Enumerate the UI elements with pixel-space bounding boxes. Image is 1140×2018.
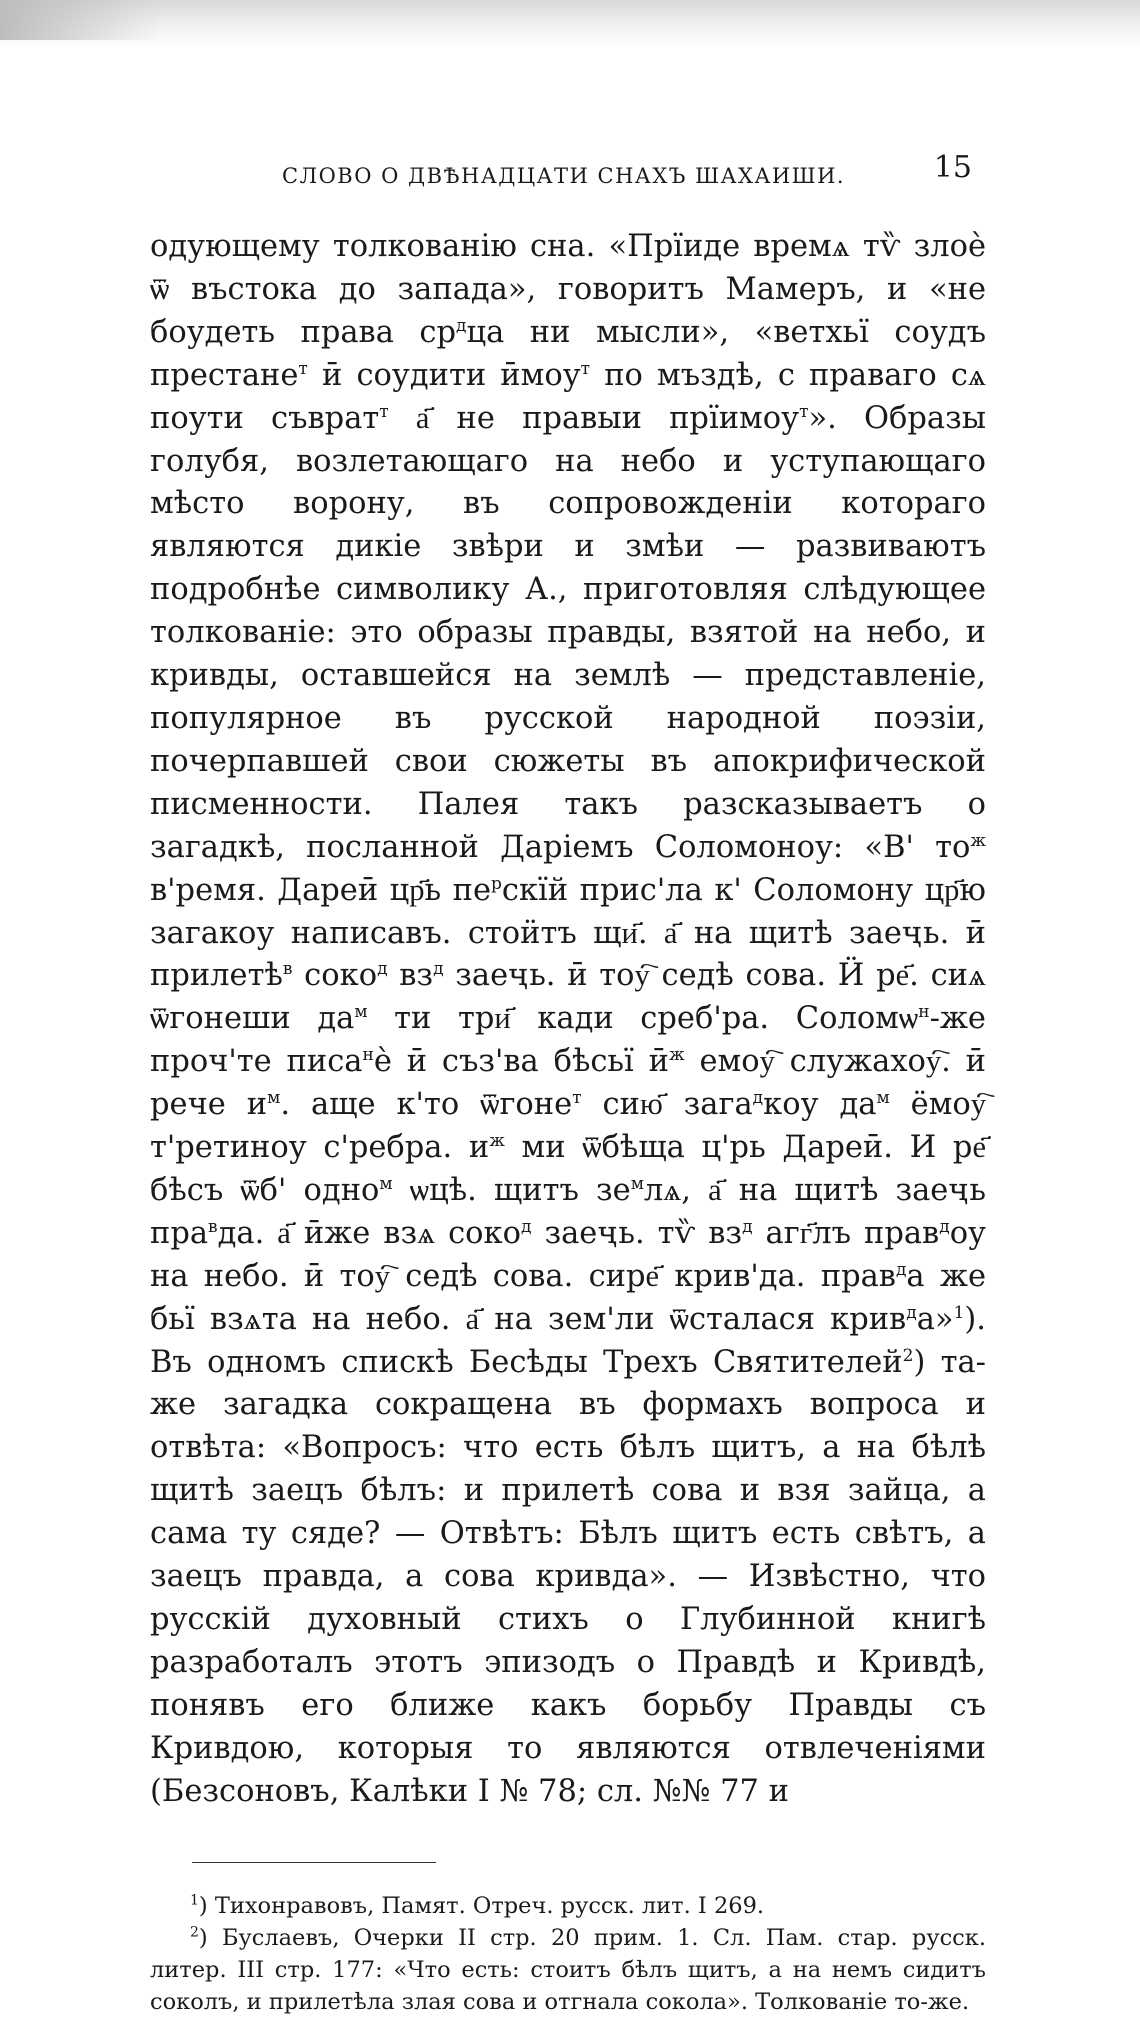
text-segment: сию҃ зага bbox=[581, 1087, 753, 1123]
superscript-letter: д bbox=[433, 959, 444, 980]
footnote-text: ) Буслаевъ, Очерки II стр. 20 прим. 1. Сл. Пам. стар. русск. литер. III стр. 177: «Что есть: стоитъ бѣлъ щитъ, а на немъ сидитъ соколъ, и прилетѣла злая сова и отгнала сокола». Толкованіе то-же. bbox=[150, 1924, 986, 2015]
footnote-ref-1[interactable]: 1 bbox=[953, 1302, 965, 1323]
text-segment: ». Образы голубя, возлетающаго на небо и уступающаго мѣсто ворону, въ сопровожденіи котораго являются дикіе звѣри и змѣи — развиваютъ подробнѣе символику А., приготовляя слѣдующее толкованіе: это образы правды, взятой на небо, и кривды, оставшейся на землѣ — представленіе, популярное въ русской народной поэзіи, почерпавшей свои сюжеты въ апокрифической писменности. Палея такъ разсказываетъ о загадкѣ, посланной Даріемъ Соломоноу: «В' то bbox=[150, 400, 986, 865]
superscript-letter: д bbox=[939, 1216, 950, 1237]
footnote-divider bbox=[192, 1862, 436, 1863]
text-segment: ёмоу҇ т'ретиноу с'ребра. и bbox=[150, 1087, 987, 1166]
superscript-letter: в bbox=[282, 959, 293, 980]
text-segment: по мъздѣ, с праваго сѧ поути съврат bbox=[150, 357, 986, 436]
scan-top-shadow bbox=[0, 0, 1140, 48]
text-segment: а҃ не правыи прїимоу bbox=[388, 400, 800, 436]
superscript-letter: т bbox=[379, 401, 389, 422]
footnote-text: ) Тихонравовъ, Памят. Отреч. русск. лит. I 269. bbox=[198, 1892, 765, 1919]
text-segment: агг҃лъ прав bbox=[752, 1215, 940, 1251]
text-segment: емоу҇ служахоу҇. ӣ рече и bbox=[150, 1044, 987, 1123]
superscript-letter: ж bbox=[970, 830, 986, 851]
text-segment: ӣ соудити ӣмоу bbox=[307, 357, 581, 393]
superscript-letter: д bbox=[742, 1216, 753, 1237]
text-segment: , говоритъ Мамеръ, и «не боудеть права ср bbox=[150, 271, 986, 350]
text-segment: . аще к'то ѿгоне bbox=[280, 1087, 573, 1123]
footnotes bbox=[142, 1890, 994, 2018]
text-segment: -же проч'те писа bbox=[150, 1001, 986, 1080]
text-segment: заеҷь. тѷ вз bbox=[531, 1215, 743, 1251]
text-segment: а же бьї взѧта на небо. а҃ на зем'ли ѿсталася крив bbox=[150, 1258, 986, 1337]
text-segment: да. а҃ ӣже взѧ соко bbox=[217, 1215, 521, 1251]
superscript-letter: н bbox=[918, 1002, 930, 1023]
running-title: СЛОВО О ДВѢНАДЦАТИ СНАХЪ ШАХАИШИ. bbox=[282, 164, 846, 188]
text-segment: а» bbox=[916, 1301, 954, 1337]
superscript-letter: д bbox=[456, 315, 467, 336]
main-text bbox=[142, 226, 994, 1814]
superscript-letter: в bbox=[208, 1216, 218, 1237]
superscript-letter: м bbox=[630, 1173, 644, 1194]
superscript-letter: д bbox=[520, 1216, 532, 1237]
superscript-letter: д bbox=[895, 1259, 907, 1280]
superscript-letter: т bbox=[572, 1087, 582, 1108]
superscript-letter: т bbox=[298, 358, 308, 379]
superscript-letter: ж bbox=[489, 1130, 505, 1151]
footnote-1 bbox=[150, 1890, 986, 1922]
superscript-letter: м bbox=[876, 1087, 890, 1108]
book-page bbox=[142, 140, 994, 2018]
superscript-letter: т bbox=[580, 358, 591, 379]
superscript-letter: р bbox=[491, 873, 502, 894]
superscript-letter: д bbox=[377, 959, 388, 980]
text-segment: скїй прис'ла к' Соломону цр҃ю загакоу написавъ. стоӥтъ щи҃. а҃ на щитѣ заеҷь. ӣ прилетѣ bbox=[150, 872, 986, 994]
text-segment: ти три҃ кади среб'ра. Соломѡ bbox=[367, 1001, 919, 1037]
page-number: 15 bbox=[933, 150, 972, 185]
text-segment: ца ни мысли», «ветхьї соудъ престане bbox=[150, 314, 986, 393]
text-segment: ѡцѣ. щитъ зе bbox=[392, 1172, 631, 1208]
text-segment: заеҷь. ӣ тоу҇ седѣ сова. Ӥ ре҃. сиѧ ѿгонеши да bbox=[150, 958, 986, 1037]
paragraph bbox=[150, 226, 986, 1814]
text-segment: коу да bbox=[763, 1087, 877, 1123]
superscript-letter: т bbox=[799, 401, 809, 422]
superscript-letter: д bbox=[906, 1302, 917, 1323]
superscript-letter: м bbox=[379, 1173, 393, 1194]
footnote-number: 1 bbox=[190, 1892, 199, 1909]
text-segment: в'ремя. Дареӣ цр҃ь пе bbox=[150, 872, 492, 908]
footnote-2 bbox=[150, 1922, 986, 2018]
text-segment: лѧ, а҃ на щитѣ заеҷь пра bbox=[150, 1172, 987, 1251]
superscript-letter: н bbox=[362, 1045, 374, 1066]
superscript-letter: м bbox=[267, 1087, 281, 1108]
text-segment: ) та-же загадка сокращена въ формахъ вопроса и отвѣта: «Вопросъ: что есть бѣлъ щитъ, а на бѣлѣ щитѣ заецъ бѣлъ: и прилетѣ сова и взя зайца, а сама ту сяде? — Отвѣтъ: Бѣлъ щитъ есть свѣтъ, а заецъ правда, а сова кривда». — Извѣстно, что русскій духовный стихъ о Глубинной книгѣ разработалъ этотъ эпизодъ о Правдѣ и Кривдѣ, понявъ его ближе какъ борьбу Правды съ Кривдою, которыя то являются отвлеченіями (Безсоновъ, Калѣки I № 78; сл. №№ 77 и bbox=[150, 1344, 986, 1809]
superscript-letter: д bbox=[752, 1087, 764, 1108]
text-segment: вз bbox=[387, 958, 434, 994]
superscript-letter: ж bbox=[668, 1045, 685, 1066]
text-segment: соко bbox=[292, 958, 378, 994]
text-segment: ми ѿбѣща ц'рь Дареӣ. И ре҃ бѣсъ ѿб' одно bbox=[150, 1130, 986, 1208]
footnote-number: 2 bbox=[190, 1924, 199, 1941]
scan-corner-shadow bbox=[0, 0, 160, 40]
footnote-ref-2[interactable]: 2 bbox=[902, 1345, 914, 1366]
superscript-letter: м bbox=[354, 1002, 368, 1023]
text-segment: ). Въ одномъ спискѣ Бесѣды Трехъ Святителей bbox=[150, 1301, 986, 1380]
text-segment: одующему толкованію сна. «Прїиде времѧ тѷ злоѐ ѿ въстока до запада» bbox=[150, 229, 986, 307]
running-header bbox=[142, 140, 994, 200]
text-segment: оу на небо. ӣ тоу҇ седѣ сова. сире҃ крив'да. прав bbox=[150, 1215, 986, 1294]
text-segment: ѐ ӣ съз'ва бѣсьї ӣ bbox=[373, 1044, 669, 1080]
